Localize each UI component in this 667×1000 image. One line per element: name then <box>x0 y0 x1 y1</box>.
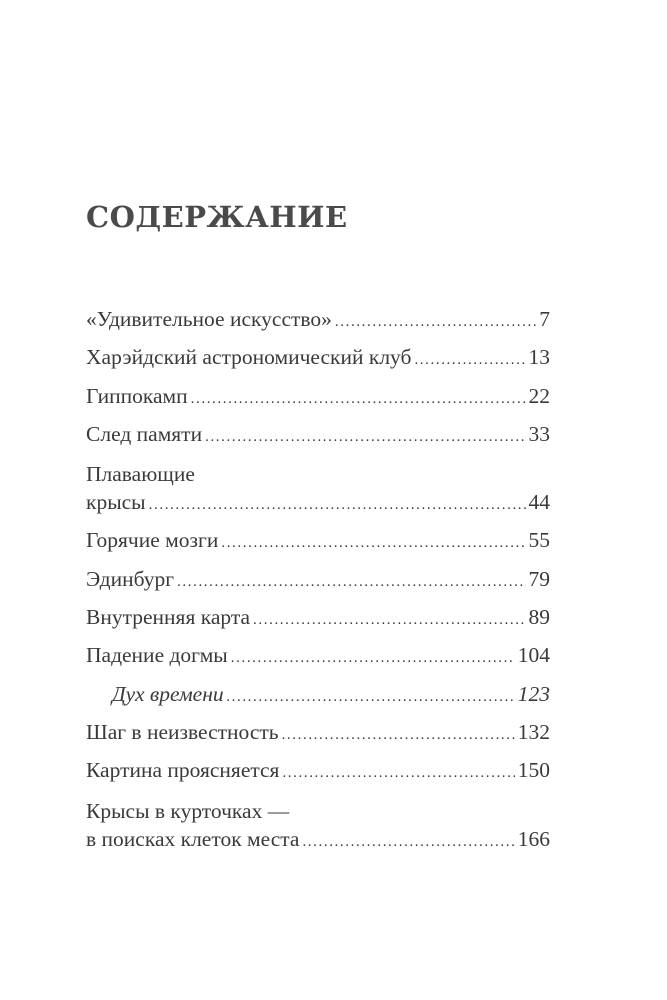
toc-entry[interactable] <box>86 566 550 595</box>
entry-title: «Удивительное искусство» <box>86 307 332 331</box>
entry-page: 33 <box>528 421 550 446</box>
entry-page: 7 <box>539 307 550 331</box>
entry-title: Горячие мозги <box>86 528 219 553</box>
table-of-contents <box>86 306 550 864</box>
leader-dots <box>191 386 526 412</box>
leader-dots <box>205 424 525 450</box>
entry-page: 22 <box>528 383 550 408</box>
leader-dots <box>231 645 515 671</box>
entry-title: Эдинбург <box>86 566 175 591</box>
entry-page: 55 <box>528 528 550 553</box>
entry-title: Картина проясняется <box>86 758 280 783</box>
leader-dots <box>282 722 515 748</box>
leader-dots <box>177 569 525 595</box>
entry-title: Внутренняя карта <box>86 605 251 630</box>
entry-title: След памяти <box>86 421 203 446</box>
entry-title: Падение догмы <box>86 643 228 668</box>
entry-page: 44 <box>528 490 550 515</box>
entry-title: Дух времени <box>112 681 224 706</box>
leader-dots <box>335 309 536 335</box>
entry-title: Гиппокамп <box>86 383 188 408</box>
toc-entry[interactable] <box>86 527 550 556</box>
toc-entry[interactable] <box>86 604 550 633</box>
entry-title: Харэйдский астрономический клуб <box>86 345 412 370</box>
toc-entry[interactable] <box>86 344 550 373</box>
leader-dots <box>253 607 525 633</box>
toc-entry[interactable] <box>86 642 550 671</box>
entry-title: крысы <box>86 490 146 515</box>
entry-page: 104 <box>517 643 550 668</box>
toc-entry[interactable] <box>86 757 550 786</box>
leader-dots <box>414 347 525 373</box>
toc-heading: СОДЕРЖАНИЕ <box>86 200 348 234</box>
leader-dots <box>149 492 526 518</box>
toc-entry[interactable] <box>86 459 550 518</box>
toc-subentry[interactable] <box>86 681 550 710</box>
toc-entry[interactable] <box>86 719 550 748</box>
toc-entry[interactable] <box>86 383 550 412</box>
entry-page: 150 <box>517 758 550 783</box>
entry-title: Шаг в неизвестность <box>86 719 279 744</box>
entry-title-line1: Плавающие <box>86 462 195 487</box>
leader-dots <box>302 829 514 855</box>
toc-entry[interactable] <box>86 306 550 335</box>
leader-dots <box>282 760 514 786</box>
toc-entry[interactable] <box>86 796 550 855</box>
entry-page: 89 <box>528 605 550 630</box>
entry-page: 132 <box>517 719 550 744</box>
leader-dots <box>227 684 515 710</box>
entry-page: 166 <box>517 826 550 851</box>
toc-entry[interactable] <box>86 421 550 450</box>
entry-page: 123 <box>517 681 550 706</box>
entry-title-line1: Крысы в курточках — <box>86 798 290 823</box>
leader-dots <box>221 530 525 556</box>
entry-page: 13 <box>528 345 550 370</box>
entry-page: 79 <box>528 566 550 591</box>
entry-title: в поисках клеток места <box>86 826 300 851</box>
